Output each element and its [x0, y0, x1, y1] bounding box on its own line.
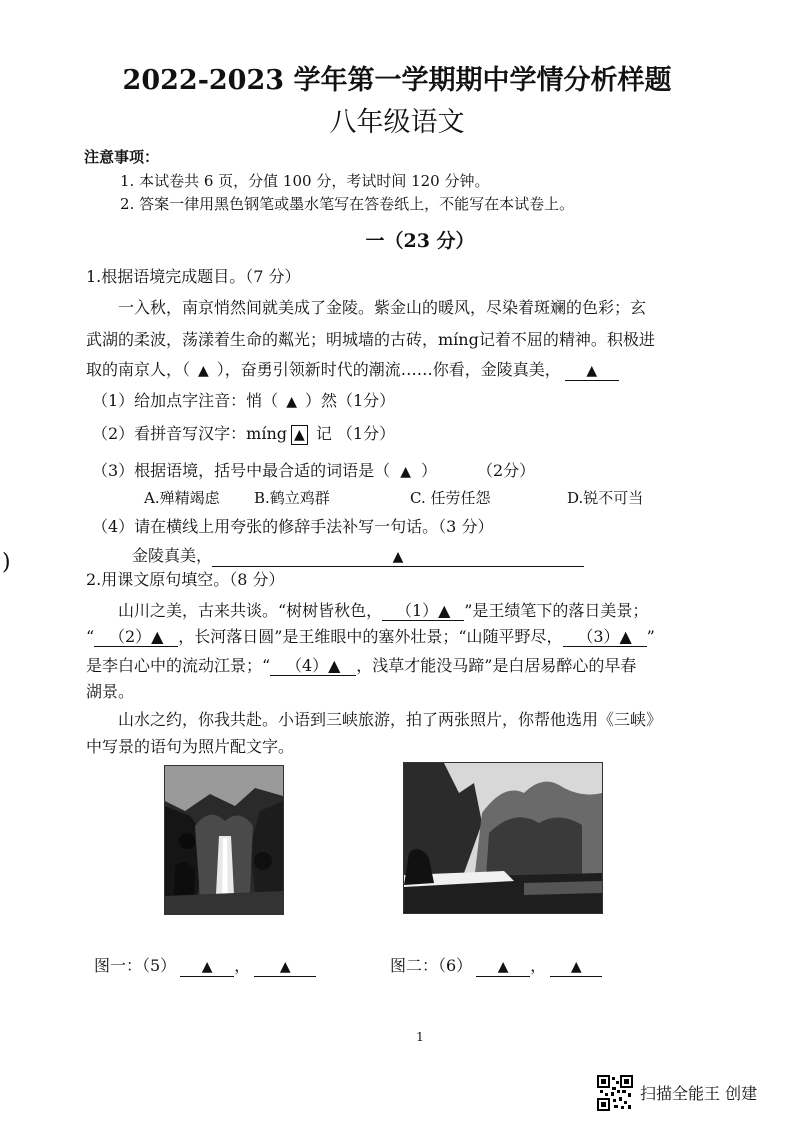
sub-text: 金陵真美，	[132, 546, 213, 565]
page-number: 1	[416, 1030, 424, 1044]
answer-triangle: ▲	[497, 959, 509, 975]
q1-sub4-answer	[132, 543, 584, 567]
q2-text: ”是王绩笔下的落日美景；	[464, 601, 649, 620]
answer-triangle: ▲	[586, 363, 598, 379]
option-b: B.鹤立鸡群	[254, 489, 330, 507]
q1-passage-line: 武湖的柔波，荡漾着生命的粼光；明城墙的古砖，míng记着不屈的精神。积极进	[86, 330, 655, 349]
answer-triangle: ▲	[294, 427, 305, 443]
answer-triangle: ▲	[286, 394, 297, 410]
notice-item: 1. 本试卷共 6 页，分值 100 分，考试时间 120 分钟。	[120, 172, 490, 190]
q2-text: “	[86, 627, 95, 646]
q2-line: 湖景。	[86, 682, 135, 701]
exam-title: 2022-2023 学年第一学期期中学情分析样题	[122, 65, 672, 96]
waterfall-photo	[164, 765, 284, 915]
answer-blank[interactable]	[212, 547, 584, 567]
answer-blank[interactable]	[563, 628, 647, 647]
answer-triangle: ▲	[198, 363, 209, 379]
fig2-answer	[390, 953, 602, 977]
q1-sub1	[92, 388, 395, 411]
q2-text: ”	[646, 627, 655, 646]
fig-comma: ，	[234, 956, 251, 975]
sub-text: ）	[420, 461, 437, 480]
answer-blank[interactable]	[565, 361, 619, 381]
option-a: A.殚精竭虑	[144, 489, 220, 507]
q2-text: 山川之美，古来共谈。“树树皆秋色，	[118, 601, 383, 620]
answer-triangle: ▲	[279, 959, 291, 975]
notice-item: 2. 答案一律用黑色钢笔或墨水笔写在答卷纸上，不能写在本试卷上。	[120, 195, 575, 213]
q2-text: 是李白心中的流动江景；“	[86, 656, 271, 675]
fig-label: 图一：（5）	[94, 956, 177, 975]
scanner-watermark: 扫描全能王 创建	[640, 1084, 758, 1103]
notice-heading: 注意事项：	[84, 148, 160, 166]
q1-passage-line	[86, 357, 619, 381]
answer-blank[interactable]	[180, 957, 234, 977]
q1-sub2	[92, 421, 395, 445]
q2-line	[118, 598, 648, 621]
answer-blank[interactable]	[550, 957, 602, 977]
q1-sub4: （4）请在横线上用夸张的修辞手法补写一句话。（3 分）	[92, 517, 494, 536]
gorge-photo	[403, 762, 603, 914]
q2-line: 山水之约，你我共赴。小语到三峡旅游，拍了两张照片，你帮他选用《三峡》	[118, 710, 663, 729]
fig-comma: ，	[530, 956, 547, 975]
answer-triangle: ▲	[400, 464, 411, 480]
answer-box[interactable]	[291, 425, 308, 445]
q2-line: 中写景的语句为照片配文字。	[86, 737, 295, 756]
answer-triangle: ▲	[570, 959, 582, 975]
q2-text: ，长河落日圆”是王维眼中的塞外壮景；“山随平野尽，	[178, 627, 563, 646]
sub-text: （1）给加点字注音：悄（	[92, 391, 279, 410]
sub-text: 记 （1分）	[315, 424, 396, 443]
q2-text: ，浅草才能没马蹄”是白居易醉心的早春	[356, 656, 637, 675]
q2-line	[86, 653, 636, 676]
q1-title: 1.根据语境完成题目。（7 分）	[86, 267, 301, 286]
answer-triangle: ▲	[392, 549, 404, 565]
blank-label: （2）▲	[108, 627, 164, 646]
option-d: D.锐不可当	[567, 489, 644, 507]
q2-title: 2.用课文原句填空。（8 分）	[86, 570, 285, 589]
blank-label: （1）▲	[395, 601, 451, 620]
fig1-answer	[94, 953, 316, 977]
answer-blank[interactable]	[382, 602, 464, 621]
qr-code-icon	[597, 1075, 633, 1111]
blank-label: （3）▲	[577, 627, 632, 646]
sub-text: （3）根据语境，括号中最合适的词语是（	[92, 461, 391, 480]
blank-label: （4）▲	[285, 656, 341, 675]
answer-blank[interactable]	[476, 957, 530, 977]
sub-score: （2分）	[484, 461, 536, 480]
q2-line	[86, 624, 655, 647]
answer-blank[interactable]	[254, 957, 316, 977]
q1-passage-line: 一入秋，南京悄然间就美成了金陵。紫金山的暖风，尽染着斑斓的色彩；玄	[118, 298, 647, 317]
answer-blank[interactable]	[94, 628, 178, 647]
sub-text: （2）看拼音写汉字：míng	[92, 424, 288, 443]
passage-text: 取的南京人，（	[86, 360, 191, 379]
page-edge-mark: )	[2, 550, 11, 575]
passage-text: ），奋勇引领新时代的潮流……你看，金陵真美，	[216, 360, 561, 379]
sub-text: ）然（1分）	[304, 391, 396, 410]
q1-sub3	[92, 458, 535, 481]
option-c: C. 任劳任怨	[410, 489, 491, 507]
section-title: 一（23 分）	[365, 230, 475, 252]
fig-label: 图二：（6）	[390, 956, 473, 975]
answer-blank[interactable]	[270, 657, 356, 676]
answer-triangle: ▲	[201, 959, 213, 975]
exam-subtitle: 八年级语文	[329, 107, 465, 138]
